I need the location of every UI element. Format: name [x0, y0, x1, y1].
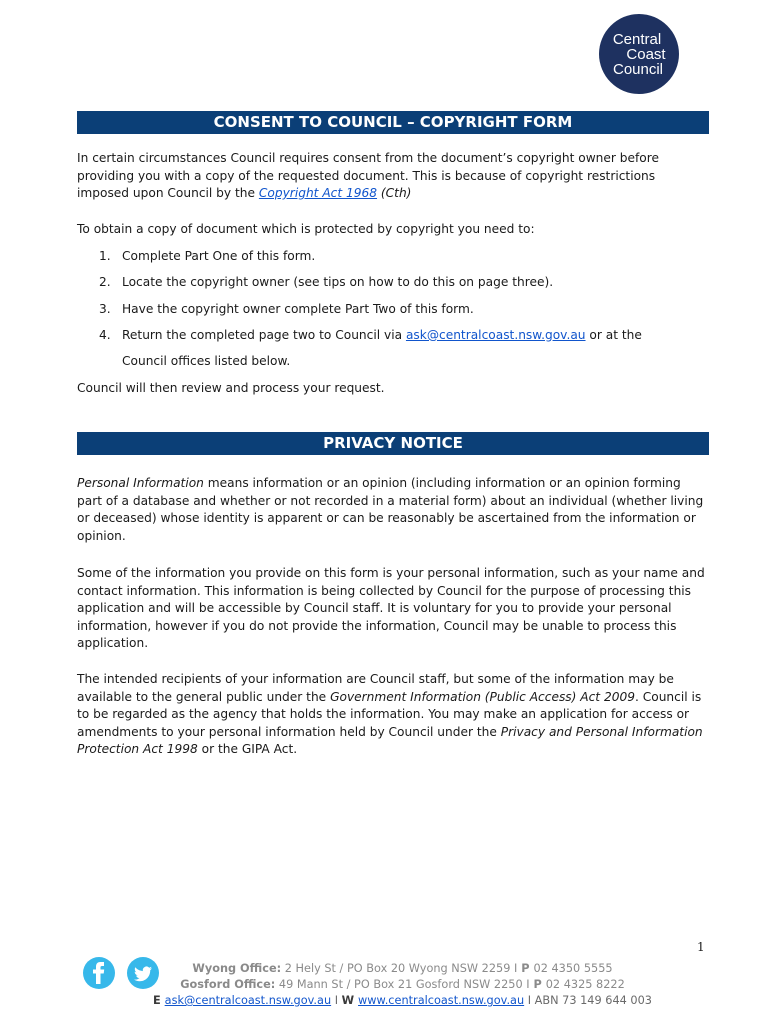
footer-email-link[interactable]: ask@centralcoast.nsw.gov.au	[164, 994, 332, 1007]
logo-line-2: Coast	[626, 45, 666, 63]
central-coast-council-logo	[599, 14, 679, 94]
copyright-act-link[interactable]	[259, 186, 377, 200]
privacy-p3-text-c: or the GIPA Act.	[197, 742, 298, 756]
gipa-act-title: Government Information (Public Access) Act 2009	[330, 689, 635, 704]
list-item	[77, 327, 709, 370]
page-number: 1	[697, 940, 705, 954]
consent-intro-cth: (Cth)	[377, 186, 412, 200]
list-item	[77, 248, 709, 266]
step-number: 1.	[99, 248, 111, 263]
footer-contact	[150, 993, 655, 1009]
phone-label: P	[517, 962, 534, 975]
logo-line-3: Council	[612, 60, 664, 78]
privacy-paragraph-1	[77, 475, 709, 545]
ppip-act-title: Privacy and Personal Information Protection Act 1998	[77, 724, 703, 756]
step-number: 4.	[99, 328, 111, 342]
email-link[interactable]: ask@centralcoast.nsw.gov.au	[405, 328, 586, 342]
wyong-phone: 02 4350 5555	[533, 962, 613, 975]
consent-intro-text: In certain circumstances Council requires consent from the document’s copyright owner before providing you with a copy of the requested document. This is because of copyright restrictions imposed upon Council by the	[77, 151, 659, 200]
copyright-act-link-text: Copyright Act 1968	[258, 186, 378, 200]
wyong-office-address: 2 Hely St / PO Box 20 Wyong NSW 2259	[281, 962, 515, 975]
consent-closing: Council will then review and process your request.	[77, 381, 385, 395]
step-text: Have the copyright owner complete Part Two of this form.	[122, 301, 474, 316]
footer-separator: I	[331, 994, 342, 1007]
privacy-paragraph-2: Some of the information you provide on this form is your personal information, such as your name and contact information. This information is being collected by Council for the purpose of processing this application and will be accessible by Council staff. It is voluntary for you to provide your personal information, however if you do not provide the information, Council may be unable to process this application.	[77, 566, 705, 650]
step-number: 3.	[99, 301, 111, 316]
step-text-continued: or at the	[585, 328, 642, 342]
steps-intro: To obtain a copy of document which is protected by copyright you need to:	[77, 222, 535, 236]
facebook-icon[interactable]	[83, 957, 115, 989]
footer-website-link[interactable]: www.centralcoast.nsw.gov.au	[358, 994, 525, 1007]
privacy-paragraph-3	[77, 671, 709, 759]
phone-label: P	[529, 978, 546, 991]
email-label: E	[152, 994, 165, 1007]
gosford-phone: 02 4325 8222	[545, 978, 625, 991]
web-label: W	[341, 994, 359, 1007]
step-text-second-line: Council offices listed below.	[122, 353, 291, 368]
step-number: 2.	[99, 275, 111, 289]
privacy-p3-text-b: . Council is to be regarded as the agency that holds the information. You may make an application for access or amendments to your personal information held by Council under the	[77, 689, 702, 739]
footer-abn: I ABN 73 149 644 003	[524, 994, 652, 1007]
consent-steps	[77, 221, 709, 379]
step-text: Return the completed page two to Council via	[122, 328, 406, 342]
step-text: Complete Part One of this form.	[122, 248, 316, 263]
footer-separator: I	[514, 962, 518, 975]
footer-gosford-office	[150, 977, 655, 993]
steps-list	[77, 248, 709, 371]
list-item	[77, 301, 709, 319]
gosford-office-address: 49 Mann St / PO Box 21 Gosford NSW 2250	[275, 978, 527, 991]
footer-wyong-office	[150, 961, 655, 977]
privacy-p1-text: means information or an opinion (including information or an opinion forming part of a database and whether or not recorded in a material form) about an individual (whether living or deceased) whose identity is apparent or can be reasonably be ascertained from the information or opinion.	[77, 476, 704, 543]
wyong-office-label: Wyong Office:	[192, 962, 282, 975]
personal-information-term: Personal Information	[77, 476, 204, 490]
list-item	[77, 274, 709, 292]
consent-intro	[77, 150, 709, 203]
footer-separator: I	[526, 978, 530, 991]
consent-heading: CONSENT TO COUNCIL – COPYRIGHT FORM	[77, 111, 709, 134]
step-text: Locate the copyright owner (see tips on how to do this on page three).	[122, 275, 554, 289]
logo-line-1: Central	[612, 30, 662, 48]
gosford-office-label: Gosford Office:	[180, 978, 276, 991]
privacy-heading: PRIVACY NOTICE	[77, 432, 709, 455]
privacy-p3-text-a: The intended recipients of your information are Council staff, but some of the information may be available to the general public under the	[77, 672, 674, 704]
